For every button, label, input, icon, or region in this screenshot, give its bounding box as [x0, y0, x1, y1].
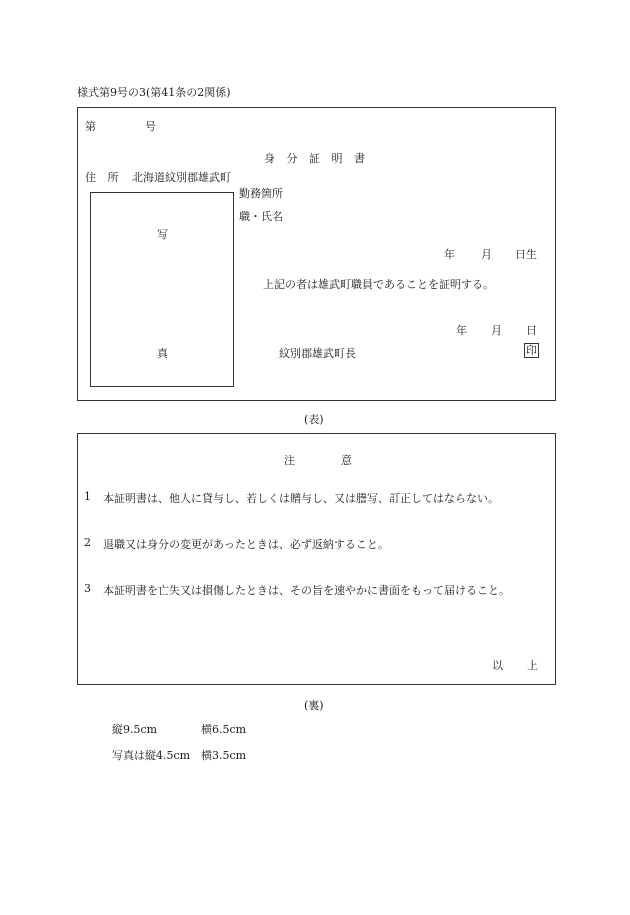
front-caption: (表) [304, 413, 324, 426]
birth-day: 日生 [515, 248, 537, 261]
photo-char-bottom: 真 [157, 347, 168, 360]
notice-title-left: 注 [284, 454, 295, 467]
note-text: 退職又は身分の変更があったときは、必ず返納すること。 [103, 538, 389, 551]
issuer-name: 紋別郡雄武町長 [279, 347, 356, 360]
issue-month: 月 [491, 324, 502, 337]
end-mark-right: 上 [527, 659, 538, 672]
size-note-card-height: 縦9.5cm [112, 723, 158, 736]
note-number: 2 [84, 536, 91, 549]
note-number: 1 [84, 490, 91, 503]
front-card [77, 107, 556, 401]
form-reference: 様式第9号の3(第41条の2関係) [77, 86, 231, 99]
photo-char-top: 写 [157, 228, 168, 241]
number-suffix: 号 [145, 120, 156, 133]
document-title: 身 分 証 明 書 [264, 152, 369, 165]
address-label: 住 所 [85, 171, 123, 184]
issue-year: 年 [456, 324, 467, 337]
seal-mark: 印 [526, 344, 537, 357]
size-note-card-width: 横6.5cm [201, 723, 247, 736]
position-name-label: 職・氏名 [239, 210, 283, 223]
photo-frame [90, 192, 234, 387]
note-text: 本証明書は、他人に貸与し、若しくは贈与し、又は謄写、訂正してはならない。 [103, 492, 499, 505]
notice-title-right: 意 [341, 454, 352, 467]
back-card [77, 433, 556, 685]
birth-month: 月 [481, 248, 492, 261]
certification-text: 上記の者は雄武町職員であることを証明する。 [263, 278, 494, 291]
number-prefix: 第 [85, 120, 96, 133]
back-caption: (裏) [304, 699, 324, 712]
address-value: 北海道紋別郡雄武町 [132, 171, 231, 184]
issue-day: 日 [526, 324, 537, 337]
workplace-label: 勤務箇所 [239, 187, 283, 200]
size-note-photo-height: 写真は縦4.5cm [112, 749, 191, 762]
note-text: 本証明書を亡失又は損傷したときは、その旨を速やかに書面をもって届けること。 [103, 584, 510, 597]
note-number: 3 [84, 582, 91, 595]
size-note-photo-width: 横3.5cm [201, 749, 247, 762]
end-mark-left: 以 [492, 659, 503, 672]
birth-year: 年 [444, 248, 455, 261]
